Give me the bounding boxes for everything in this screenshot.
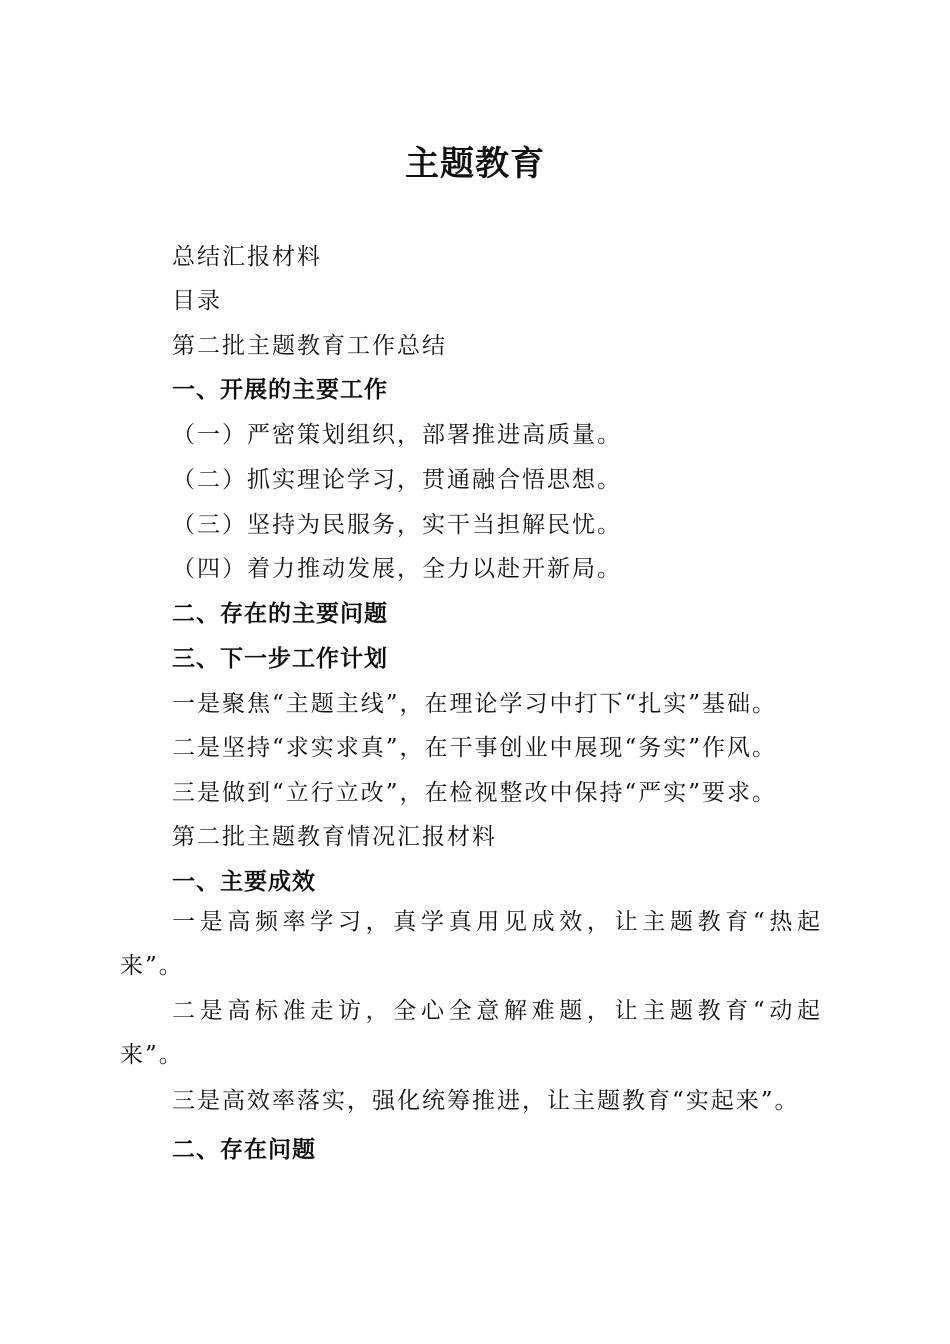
body-paragraph: 二是高标准走访，全心全意解难题，让主题教育“动起来”。 (120, 998, 822, 1068)
section-heading: 三、下一步工作计划 (172, 646, 388, 672)
body-paragraph: 三是高效率落实，强化统筹推进，让主题教育“实起来”。 (172, 1088, 800, 1114)
section-heading: 一、开展的主要工作 (172, 377, 388, 403)
toc-line: （四）着力推动发展，全力以赴开新局。 (172, 556, 622, 582)
body-paragraph: 一是高频率学习，真学真用见成效，让主题教育“热起来”。 (120, 909, 822, 979)
toc-line: 目录 (172, 288, 222, 314)
toc-line: 总结汇报材料 (172, 244, 322, 270)
toc-line: （一）严密策划组织，部署推进高质量。 (172, 422, 622, 448)
section-heading: 二、存在问题 (172, 1137, 316, 1163)
toc-line: 二是坚持“求实求真”，在干事创业中展现“务实”作风。 (172, 735, 778, 761)
toc-line: 第二批主题教育工作总结 (172, 333, 447, 359)
toc-line: （三）坚持为民服务，实干当担解民忧。 (172, 512, 622, 538)
toc-line: 一是聚焦“主题主线”，在理论学习中打下“扎实”基础。 (172, 691, 778, 717)
section-heading: 一、主要成效 (172, 869, 316, 895)
toc-line: （二）抓实理论学习，贯通融合悟思想。 (172, 467, 622, 493)
section-heading: 二、存在的主要问题 (172, 601, 388, 627)
document-title: 主题教育 (405, 144, 545, 184)
toc-line: 三是做到“立行立改”，在检视整改中保持“严实”要求。 (172, 780, 778, 806)
toc-line: 第二批主题教育情况汇报材料 (172, 824, 497, 850)
